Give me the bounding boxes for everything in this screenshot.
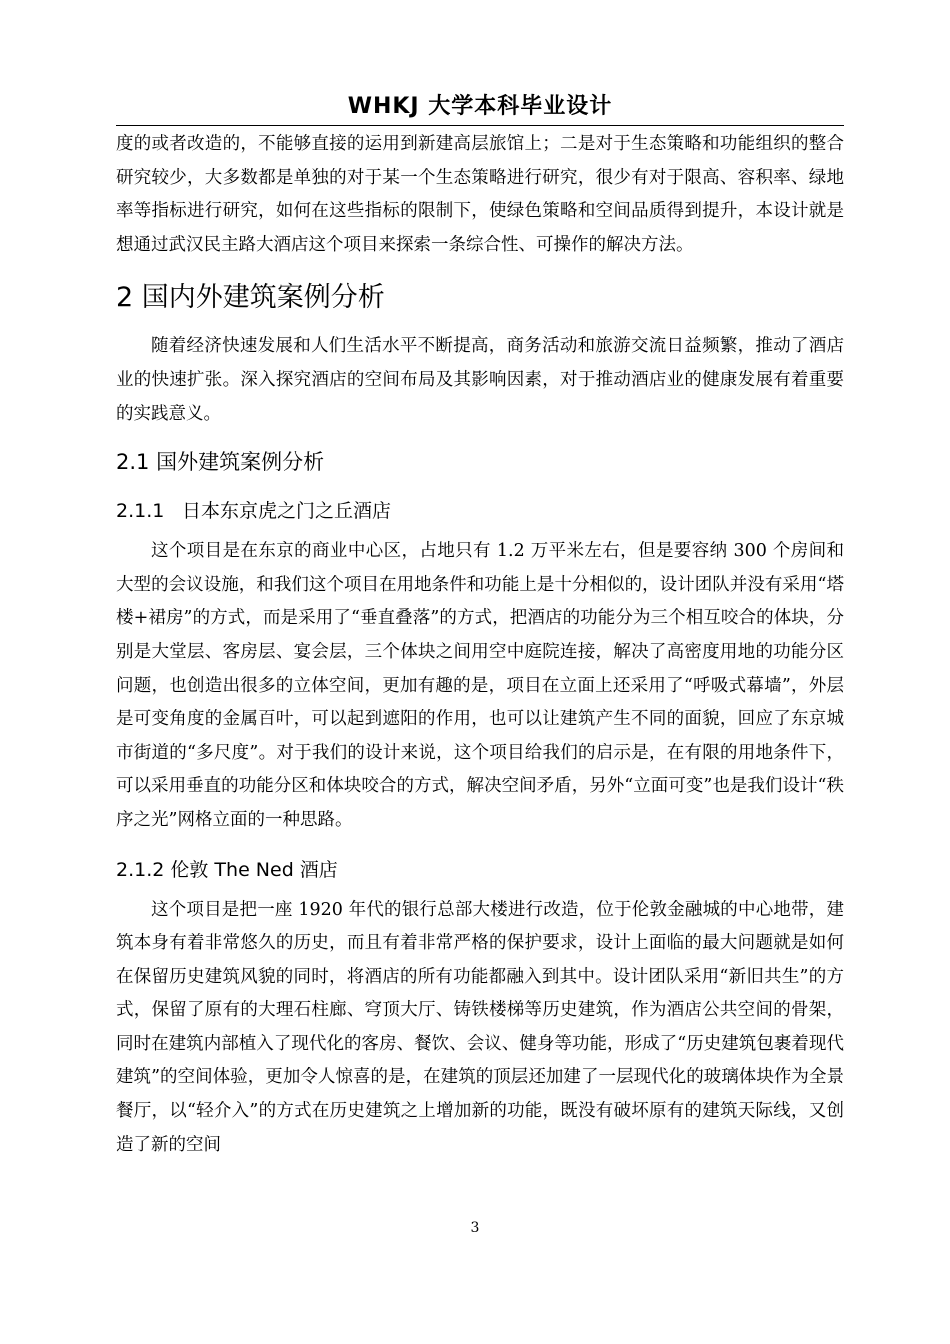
tokyo-paragraph: 这个项目是在东京的商业中心区，占地只有 1.2 万平米左右，但是要容纳 300 个房间和大型的会议设施，和我们这个项目在用地条件和功能上是十分相似的，设计团队并没有采用“塔楼+裙房”的方式，而是采用了“垂直叠落”的方式，把酒店的功能分为三个相互咬合的体块，分别是大堂层、客房层、宴会层，三个体块之间用空中庭院连接，解决了高密度用地的功能分区问题，也创造出很多的立体空间，更加有趣的是，项目在立面上还采用了“呼吸式幕墙”，外层是可变角度的金属百叶，可以起到遮阳的作用，也可以让建筑产生不同的面貌，回应了东京城市街道的“多尺度”。对于我们的设计来说，这个项目给我们的启示是，在有限的用地条件下，可以采用垂直的功能分区和体块咬合的方式，解决空间矛盾，另外“立面可变”也是我们设计“秩序之光”网格立面的一种思路。 bbox=[116, 541, 844, 830]
chapter-heading: 2 国内外建筑案例分析 bbox=[116, 282, 385, 314]
subsection-heading-ned: 2.1.2 伦敦 The Ned 酒店 bbox=[116, 858, 338, 881]
ned-paragraph: 这个项目是把一座 1920 年代的银行总部大楼进行改造，位于伦敦金融城的中心地带，建筑本身有着非常悠久的历史，而且有着非常严格的保护要求，设计上面临的最大问题就是如何在保留历史建筑风貌的同时，将酒店的所有功能都融入到其中。设计团队采用“新旧共生”的方式，保留了原有的大理石柱廊、穹顶大厅、铸铁楼梯等历史建筑，作为酒店公共空间的骨架，同时在建筑内部植入了现代化的客房、餐饮、会议、健身等功能，形成了“历史建筑包裹着现代建筑”的空间体验，更加令人惊喜的是，在建筑的顶层还加建了一层现代化的玻璃体块作为全景餐厅，以“轻介入”的方式在历史建筑之上增加新的功能，既没有破坏原有的建筑天际线，又创造了新的空间 bbox=[116, 899, 844, 1155]
subsection-number: 2.1.1 bbox=[116, 500, 165, 523]
page-header: WHKJ 大学本科毕业设计 bbox=[347, 94, 613, 119]
subsection-heading-tokyo bbox=[116, 495, 844, 527]
header-rule bbox=[116, 125, 844, 126]
chapter-intro-paragraph: 随着经济快速发展和人们生活水平不断提高，商务活动和旅游交流日益频繁，推动了酒店业的快速扩张。深入探究酒店的空间布局及其影响因素，对于推动酒店业的健康发展有着重要的实践意义。 bbox=[116, 336, 844, 424]
page-number: 3 bbox=[470, 1220, 480, 1236]
continuation-paragraph: 度的或者改造的，不能够直接的运用到新建高层旅馆上；二是对于生态策略和功能组织的整合研究较少，大多数都是单独的对于某一个生态策略进行研究，很少有对于限高、容积率、绿地率等指标进行研究，如何在这些指标的限制下，使绿色策略和空间品质得到提升，本设计就是想通过武汉民主路大酒店这个项目来探索一条综合性、可操作的解决方法。 bbox=[116, 134, 844, 255]
section-heading: 2.1 国外建筑案例分析 bbox=[116, 450, 325, 475]
page-content bbox=[116, 128, 844, 1162]
subsection-title: 日本东京虎之门之丘酒店 bbox=[182, 500, 392, 523]
